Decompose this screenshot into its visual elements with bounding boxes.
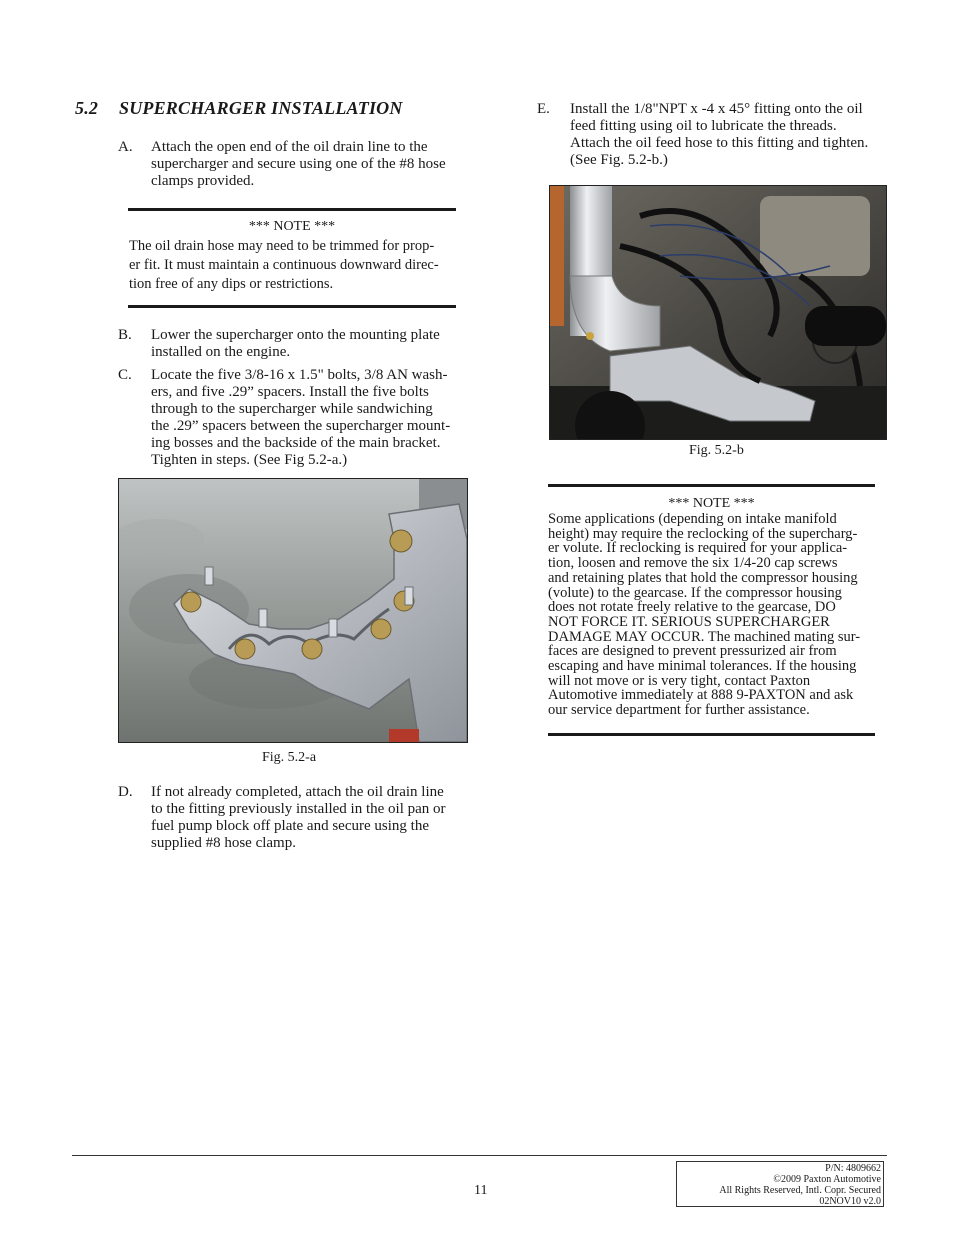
note-body [548, 512, 898, 718]
step-line: ing bosses and the backside of the main bracket. [151, 435, 441, 451]
section-heading [75, 98, 403, 119]
step-text [570, 101, 868, 169]
note-top-rule [548, 484, 875, 487]
step-line: (See Fig. 5.2-b.) [570, 152, 668, 168]
note-line: The oil drain hose may need to be trimmed for prop- [129, 238, 435, 254]
revision: 02NOV10 v2.0 [819, 1196, 881, 1207]
note-line: height) may require the reclocking of the supercharg- [548, 525, 858, 542]
step-line: feed fitting using oil to lubricate the threads. [570, 118, 837, 134]
section-number: 5.2 [75, 98, 99, 118]
note-line: Automotive immediately at 888 9-PAXTON and ask [548, 687, 854, 704]
note-line: does not rotate freely relative to the gearcase, DO [548, 599, 836, 616]
step-letter: C. [118, 367, 132, 383]
note-line: er volute. If reclocking is required for your applica- [548, 540, 848, 557]
note-line: and retaining plates that hold the compressor housing [548, 569, 858, 586]
step-c [118, 367, 478, 471]
step-line: If not already completed, attach the oil drain line [151, 784, 444, 800]
note-line: NOT FORCE IT. SERIOUS SUPERCHARGER [548, 613, 830, 630]
page-number: 11 [474, 1183, 488, 1198]
note-line: tion, loosen and remove the six 1/4-20 cap screws [548, 555, 838, 572]
note-line: Some applications (depending on intake manifold [548, 511, 837, 527]
figure-5-2-b-caption: Fig. 5.2-b [689, 443, 744, 458]
footer-copyright-box [676, 1161, 884, 1207]
step-letter: E. [537, 101, 550, 117]
step-line: to the fitting previously installed in the oil pan or [151, 801, 446, 817]
copyright: ©2009 Paxton Automotive [773, 1174, 881, 1185]
step-text [151, 367, 450, 469]
step-line: Attach the oil feed hose to this fitting and tighten. [570, 135, 869, 151]
note-line: DAMAGE MAY OCCUR. The machined mating sur- [548, 628, 861, 645]
step-line: installed on the engine. [151, 344, 291, 360]
step-line: clamps provided. [151, 173, 255, 189]
note-bottom-rule [128, 305, 456, 308]
step-e [537, 101, 897, 171]
rights-notice: All Rights Reserved, Intl. Copr. Secured [719, 1185, 881, 1196]
step-line: Install the 1/8"NPT x -4 x 45° fitting onto the oil [570, 101, 863, 117]
step-line: fuel pump block off plate and secure using the [151, 818, 429, 834]
figure-5-2-b-photo [549, 185, 887, 440]
step-line: Tighten in steps. (See Fig 5.2-a.) [151, 452, 348, 468]
note-line: tion free of any dips or restrictions. [129, 276, 334, 292]
figure-5-2-a-caption: Fig. 5.2-a [262, 750, 317, 765]
step-line: ers, and five .29” spacers. Install the five bolts [151, 384, 429, 400]
figure-5-2-a-photo [118, 478, 468, 743]
step-letter: B. [118, 327, 132, 343]
step-line: Attach the open end of the oil drain line to the [151, 139, 428, 155]
note-line: (volute) to the gearcase. If the compressor housing [548, 584, 842, 601]
step-line: Lower the supercharger onto the mounting plate [151, 327, 440, 343]
section-title: SUPERCHARGER INSTALLATION [119, 98, 403, 118]
note-bottom-rule [548, 733, 875, 736]
step-a [118, 139, 478, 193]
note-line: escaping and have minimal tolerances. If the housing [548, 658, 857, 675]
footer-rule [72, 1155, 887, 1156]
step-line: supercharger and secure using one of the #8 hose [151, 156, 446, 172]
step-line: the .29” spacers between the supercharger mount- [151, 418, 451, 434]
part-number: P/N: 4809662 [825, 1163, 881, 1174]
note-line: our service department for further assistance. [548, 702, 810, 719]
note-top-rule [128, 208, 456, 211]
step-line: Locate the five 3/8-16 x 1.5" bolts, 3/8 AN wash- [151, 367, 448, 383]
step-line: supplied #8 hose clamp. [151, 835, 296, 851]
note-body [129, 237, 474, 294]
step-letter: D. [118, 784, 133, 800]
step-letter: A. [118, 139, 133, 155]
step-line: through to the supercharger while sandwiching [151, 401, 433, 417]
note-title: *** NOTE *** [668, 496, 755, 511]
step-text [151, 327, 440, 361]
note-line: will not move or is very tight, contact Paxton [548, 672, 811, 689]
note-line: er fit. It must maintain a continuous downward direc- [129, 257, 439, 273]
note-line: faces are designed to prevent pressurized air from [548, 643, 837, 660]
step-b [118, 327, 478, 363]
step-d [118, 784, 478, 854]
note-title: *** NOTE *** [248, 219, 336, 234]
step-text [151, 139, 446, 190]
step-text [151, 784, 446, 852]
